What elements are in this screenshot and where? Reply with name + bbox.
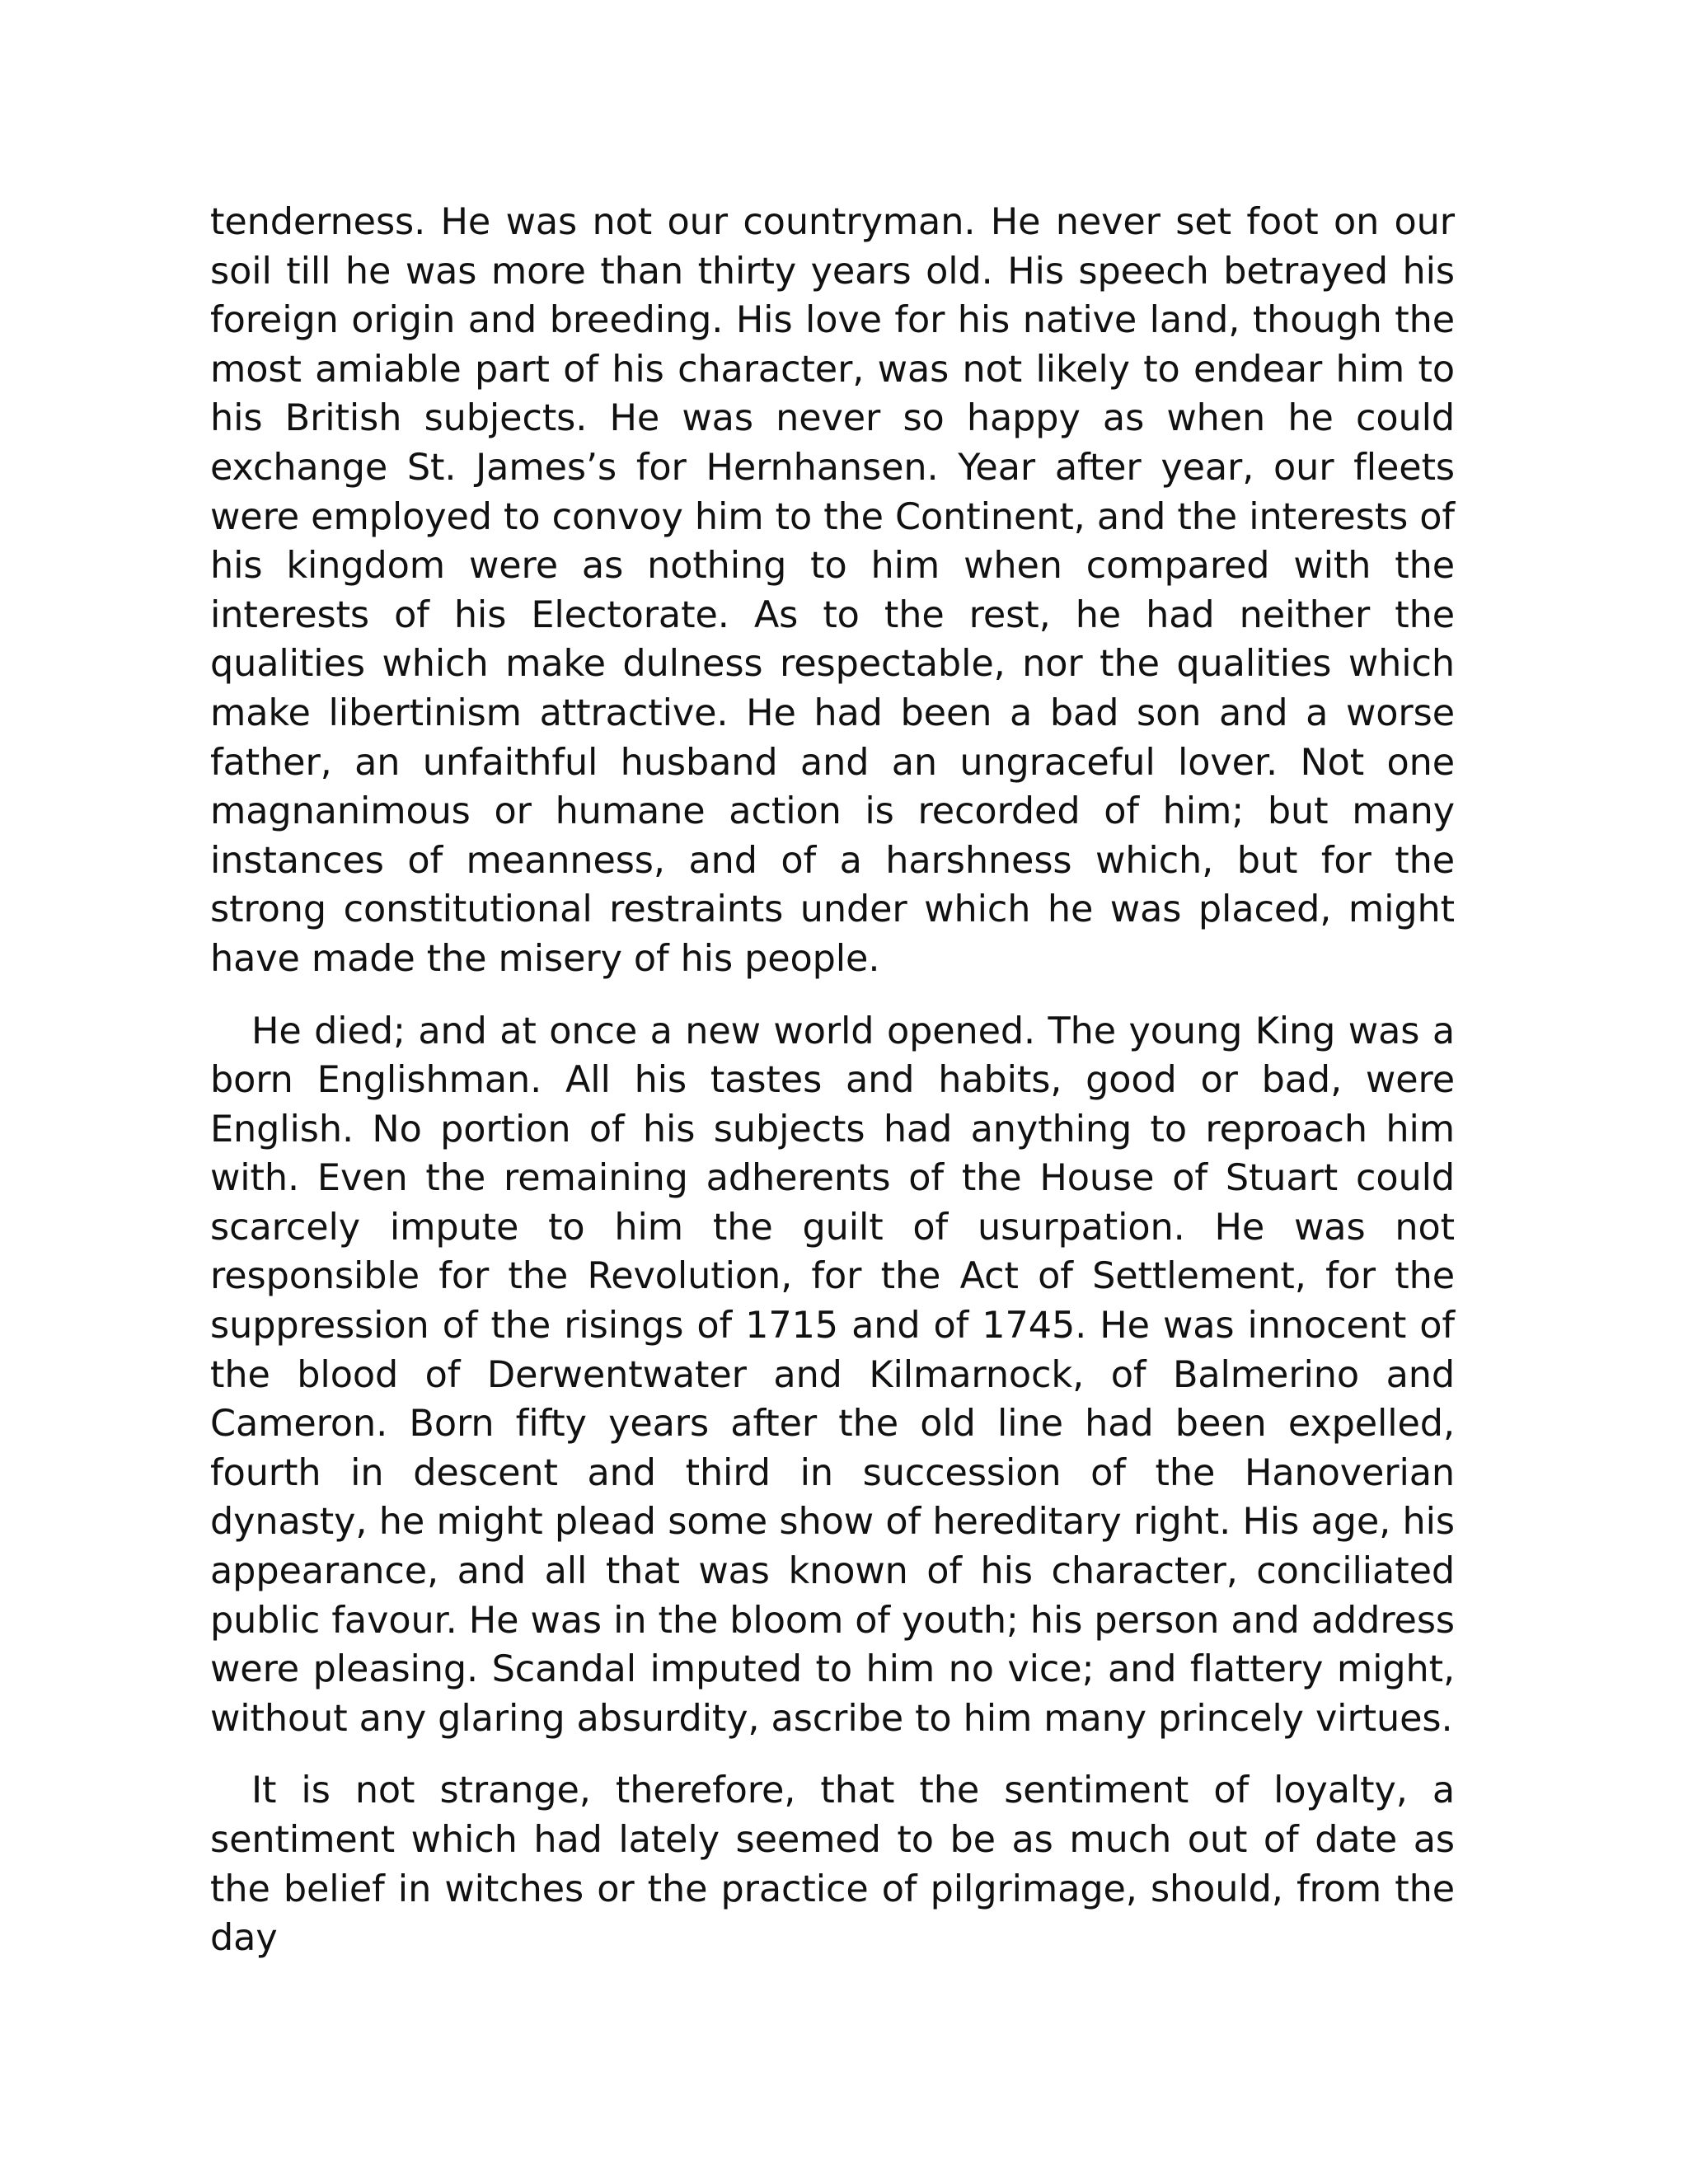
body-text [210, 198, 1455, 1963]
paragraph-1: tenderness. He was not our countryman. He never set foot on our soil till he was more than thirty years old. His speech betrayed his foreign origin and breeding. His love for his native land, though the most amiable part of his character, was not likely to endear him to his British subjects. He was never so happy as when he could exchange St. James’s for Hernhansen. Year after year, our fleets were employed to convoy him to the Continent, and the interests of his kingdom were as nothing to him when compared with the interests of his Electorate. As to the rest, he had neither the qualities which make dulness respectable, nor the qualities which make libertinism attractive. He had been a bad son and a worse father, an unfaithful husband and an ungraceful lover. Not one magnanimous or humane action is recorded of him; but many instances of meanness, and of a harshness which, but for the strong constitutional restraints under which he was placed, might have made the misery of his people. [210, 201, 1455, 980]
paragraph-3: It is not strange, therefore, that the sentiment of loyalty, a sentiment which had lately seemed to be as much out of date as the belief in witches or the practice of pilgrimage, should, from the day [210, 1769, 1455, 1960]
paragraph-2: He died; and at once a new world opened. The young King was a born Englishman. All his tastes and habits, good or bad, were English. No portion of his subjects had anything to reproach him with. Even the remaining adherents of the House of Stuart could scarcely impute to him the guilt of usurpation. He was not responsible for the Revolution, for the Act of Settlement, for the suppression of the risings of 1715 and of 1745. He was innocent of the blood of Derwentwater and Kilmarnock, of Balmerino and Cameron. Born fifty years after the old line had been expelled, fourth in descent and third in succession of the Hanoverian dynasty, he might plead some show of hereditary right. His age, his appearance, and all that was known of his character, conciliated public favour. He was in the bloom of youth; his person and address were pleasing. Scandal imputed to him no vice; and flattery might, without any glaring absurdity, ascribe to him many princely virtues. [210, 1010, 1455, 1740]
